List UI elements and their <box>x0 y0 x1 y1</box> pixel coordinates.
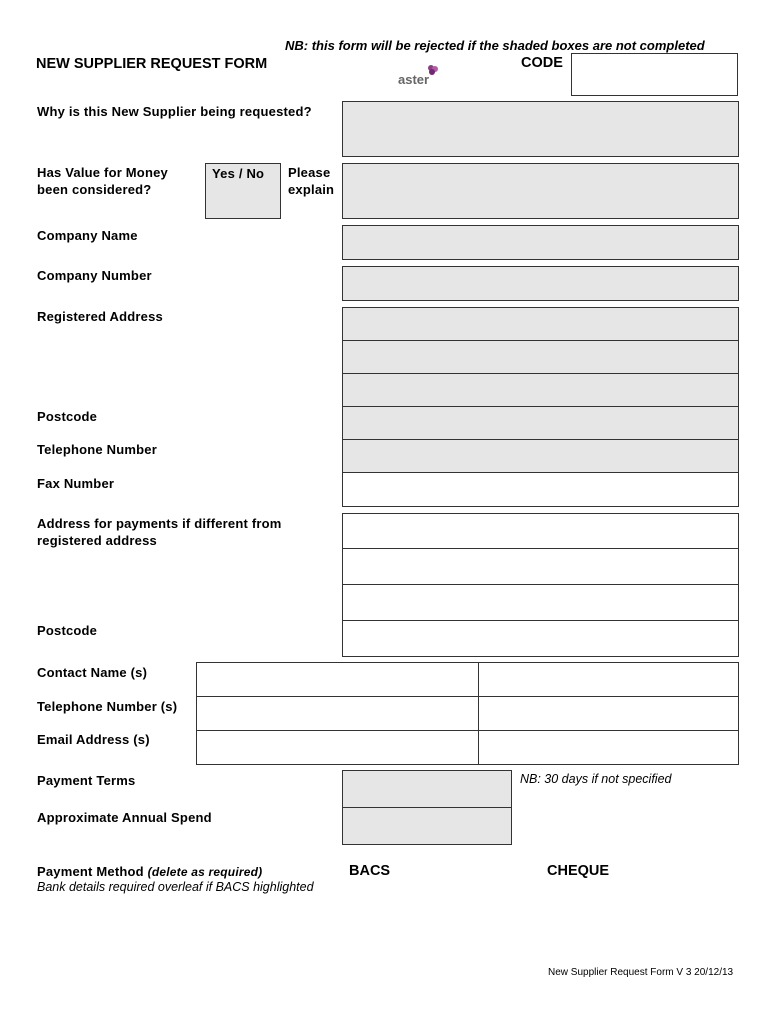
company-number-field[interactable] <box>342 266 739 301</box>
telephone-label: Telephone Number <box>37 442 157 457</box>
company-number-label: Company Number <box>37 268 152 283</box>
postcode-field[interactable] <box>342 406 739 440</box>
yes-no-text: Yes / No <box>212 166 265 181</box>
email-field-2[interactable] <box>478 730 739 765</box>
footer-version: New Supplier Request Form V 3 20/12/13 <box>548 967 734 978</box>
logo-wordmark: aster <box>398 72 430 87</box>
code-label: CODE <box>521 55 563 71</box>
yes-no-field[interactable] <box>205 163 281 219</box>
payment-address-line2-text: registered address <box>37 533 157 548</box>
payment-address-label <box>37 515 282 549</box>
please-explain-label <box>288 164 334 198</box>
why-field[interactable] <box>342 101 739 157</box>
postcode-label: Postcode <box>37 409 98 424</box>
payment-terms-note: NB: 30 days if not specified <box>520 772 672 786</box>
explain-field[interactable] <box>342 163 739 219</box>
contact-telephone-field-1[interactable] <box>196 696 479 731</box>
payment-method-note: (delete as required) <box>147 865 263 879</box>
vfm-label-line1: Has Value for Money <box>37 165 168 180</box>
payment-terms-field[interactable] <box>342 770 512 808</box>
payment-method-text: Payment Method <box>37 864 144 879</box>
rejection-notice: NB: this form will be rejected if the shaded boxes are not completed <box>285 38 705 53</box>
contact-name-field-2[interactable] <box>478 662 739 697</box>
why-label: Why is this New Supplier being requested? <box>37 104 312 119</box>
contact-name-field-1[interactable] <box>196 662 479 697</box>
cheque-option[interactable]: CHEQUE <box>547 863 610 879</box>
fax-field[interactable] <box>342 472 739 507</box>
registered-address-line2[interactable] <box>342 340 739 374</box>
registered-address-line1[interactable] <box>342 307 739 341</box>
fax-label: Fax Number <box>37 476 115 491</box>
please-line1: Please <box>288 165 331 180</box>
form-title: NEW SUPPLIER REQUEST FORM <box>36 56 268 72</box>
contact-telephone-field-2[interactable] <box>478 696 739 731</box>
annual-spend-label: Approximate Annual Spend <box>37 810 212 825</box>
registered-address-label: Registered Address <box>37 309 163 324</box>
email-field-1[interactable] <box>196 730 479 765</box>
payment-address-line2[interactable] <box>342 548 739 585</box>
email-label: Email Address (s) <box>37 732 150 747</box>
please-line2: explain <box>288 182 335 197</box>
contact-name-label: Contact Name (s) <box>37 665 148 680</box>
telephone-field[interactable] <box>342 439 739 473</box>
payment-address-line1[interactable] <box>342 513 739 549</box>
registered-address-line3[interactable] <box>342 373 739 407</box>
aster-logo <box>398 64 448 90</box>
payment-method-label <box>37 863 262 881</box>
logo-flower-icon <box>426 64 440 78</box>
bank-details-note: Bank details required overleaf if BACS highlighted <box>37 880 314 894</box>
postcode2-field[interactable] <box>342 620 739 657</box>
company-name-label: Company Name <box>37 228 138 243</box>
payment-terms-label: Payment Terms <box>37 773 136 788</box>
bacs-option[interactable]: BACS <box>349 863 391 879</box>
company-name-field[interactable] <box>342 225 739 260</box>
contact-telephone-label: Telephone Number (s) <box>37 699 178 714</box>
vfm-label-line2: been considered? <box>37 182 152 197</box>
code-field[interactable] <box>571 53 738 96</box>
postcode2-label: Postcode <box>37 623 98 638</box>
payment-address-line3[interactable] <box>342 584 739 621</box>
vfm-label <box>37 164 168 198</box>
payment-address-line1-text: Address for payments if different from <box>37 516 282 531</box>
annual-spend-field[interactable] <box>342 807 512 845</box>
